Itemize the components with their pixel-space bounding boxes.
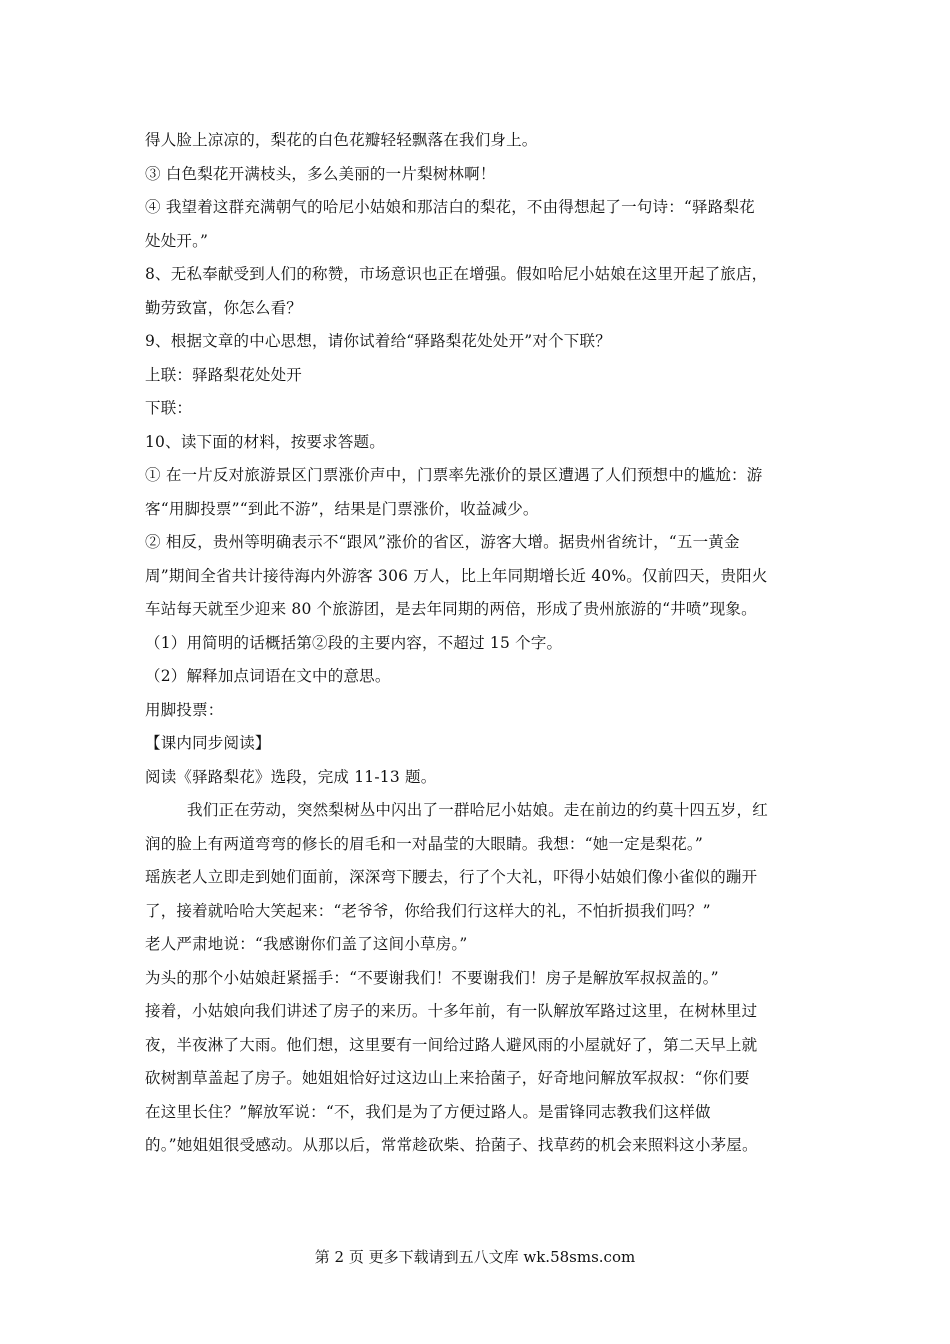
text-line: （2）解释加点词语在文中的意思。: [145, 667, 391, 685]
text-line: 9、根据文章的中心思想，请你试着给“驿路梨花处处开”对个下联？: [145, 332, 611, 350]
text-line: 夜，半夜淋了大雨。他们想，这里要有一间给过路人避风雨的小屋就好了，第二天早上就: [145, 1035, 758, 1054]
text-line: 接着，小姑娘向我们讲述了房子的来历。十多年前，有一队解放军路过这里，在树林里过: [145, 1002, 758, 1020]
text-line: 客“用脚投票”“到此不游”，结果是门票涨价，收益减少。: [145, 499, 539, 518]
text-line: 为头的那个小姑娘赶紧摇手：“不要谢我们！不要谢我们！房子是解放军叔叔盖的。”: [145, 968, 719, 987]
text-line: 勤劳致富，你怎么看？: [145, 298, 303, 317]
text-line: 上联：驿路梨花处处开: [145, 365, 303, 384]
document-body: [145, 124, 810, 1163]
text-line: 阅读《驿路梨花》选段，完成 11-13 题。: [145, 767, 437, 786]
text-line: 周”期间全省共计接待海内外游客 306 万人，比上年同期增长近 40%。仅前四天，贵阳火: [145, 566, 768, 585]
text-line: 我们正在劳动，突然梨树丛中闪出了一群哈尼小姑娘。走在前边的约莫十四五岁，红: [187, 801, 768, 819]
text-line: 10、读下面的材料，按要求答题。: [145, 432, 385, 451]
text-line: 车站每天就至少迎来 80 个旅游团，是去年同期的两倍，形成了贵州旅游的“井喷”现象。: [145, 600, 757, 618]
page-footer: 第 2 页 更多下载请到五八文库 wk.58sms.com: [314, 1248, 636, 1266]
text-line: 【课内同步阅读】: [145, 734, 271, 752]
text-line: 处处开。”: [145, 231, 209, 250]
text-line: 得人脸上凉凉的，梨花的白色花瓣轻轻飘落在我们身上。: [145, 131, 538, 149]
text-line: 老人严肃地说：“我感谢你们盖了这间小草房。”: [145, 935, 468, 953]
text-line: ① 在一片反对旅游景区门票涨价声中，门票率先涨价的景区遭遇了人们预想中的尴尬：游: [145, 466, 763, 484]
text-line: 了，接着就哈哈大笑起来：“老爷爷，你给我们行这样大的礼，不怕折损我们吗？”: [145, 901, 711, 920]
text-line: 砍树割草盖起了房子。她姐姐恰好过这边山上来拾菌子，好奇地问解放军叔叔：“你们要: [145, 1069, 750, 1087]
text-line: 的。”她姐姐很受感动。从那以后，常常趁砍柴、拾菌子、找草药的机会来照料这小茅屋。: [145, 1136, 758, 1154]
text-line: 瑶族老人立即走到她们面前，深深弯下腰去，行了个大礼，吓得小姑娘们像小雀似的蹦开: [145, 868, 758, 886]
text-line: 用脚投票：: [145, 700, 224, 719]
text-line: 在这里长住？”解放军说：“不，我们是为了方便过路人。是雷锋同志教我们这样做: [145, 1102, 711, 1121]
text-line: ④ 我望着这群充满朝气的哈尼小姑娘和那洁白的梨花，不由得想起了一句诗：“驿路梨花: [145, 198, 755, 216]
text-line: ③ 白色梨花开满枝头，多么美丽的一片梨树林啊！: [145, 164, 496, 183]
text-line: 下联：: [145, 399, 193, 417]
text-line: ② 相反，贵州等明确表示不“跟风”涨价的省区，游客大增。据贵州省统计，“五一黄金: [145, 533, 740, 551]
text-line: （1）用简明的话概括第②段的主要内容，不超过 15 个字。: [145, 633, 563, 652]
text-line: 润的脸上有两道弯弯的修长的眉毛和一对晶莹的大眼睛。我想：“她一定是梨花。”: [145, 834, 704, 853]
text-line: 8、无私奉献受到人们的称赞，市场意识也正在增强。假如哈尼小姑娘在这里开起了旅店，: [145, 265, 768, 283]
